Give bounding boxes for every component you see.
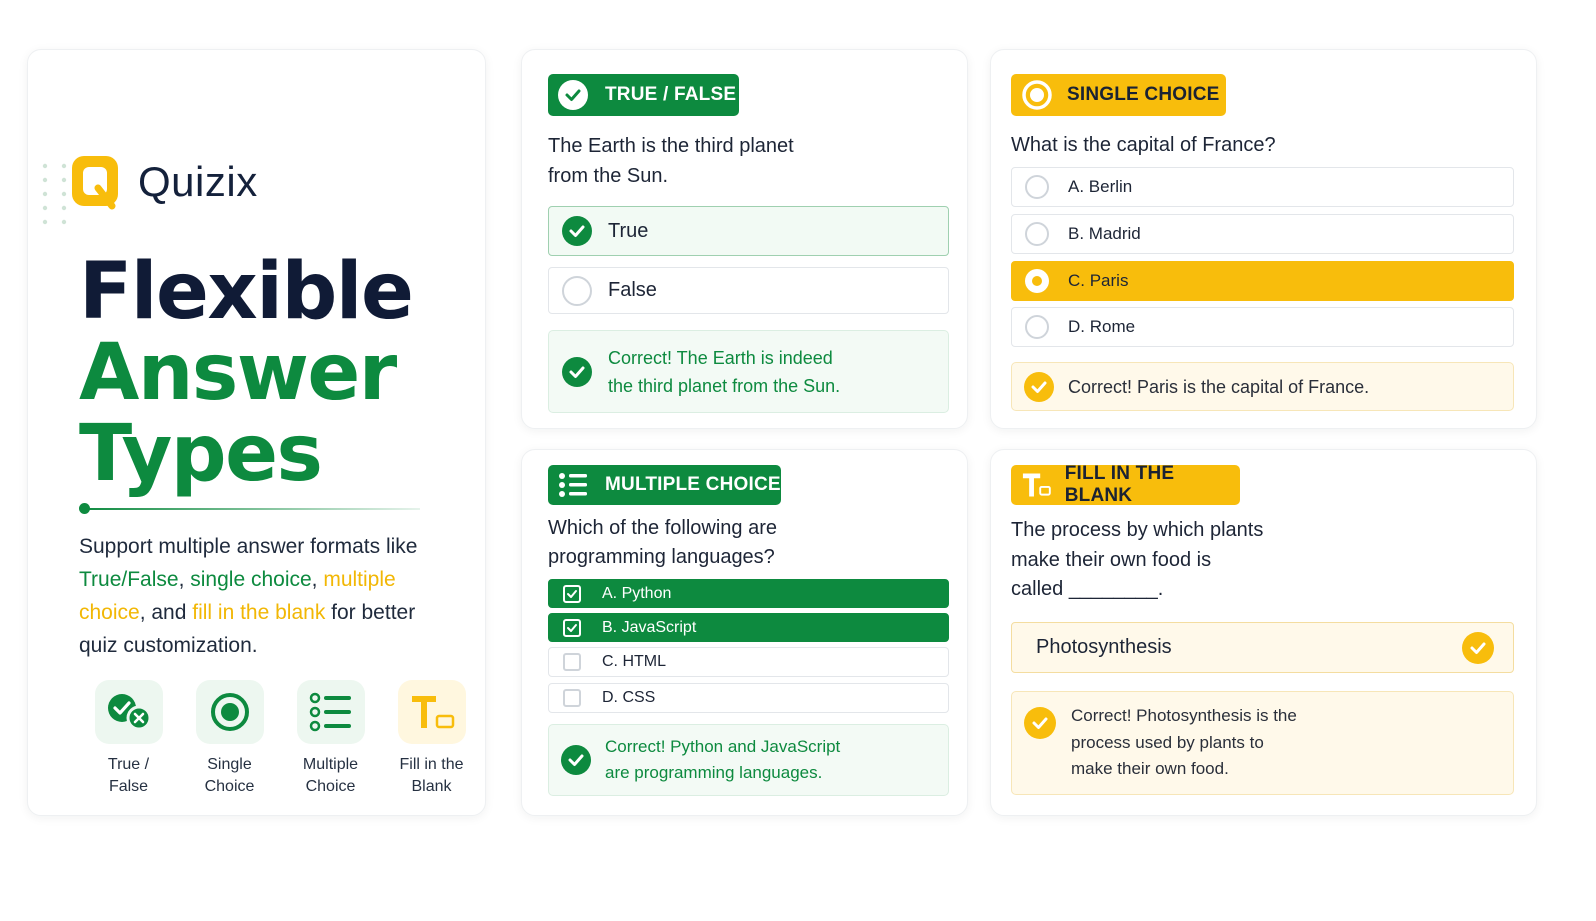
- badge-label: MULTIPLE CHOICE: [605, 474, 781, 495]
- option-false[interactable]: [548, 267, 949, 314]
- tile-label: Multiple Choice: [302, 756, 359, 795]
- feedback-text: Correct! The Earth is indeed the third planet from the Sun.: [608, 347, 841, 396]
- single-choice-feedback: [1011, 362, 1514, 411]
- true-false-badge: [548, 74, 739, 116]
- option-label: C. HTML: [602, 653, 666, 670]
- answer-value: Photosynthesis: [1036, 636, 1172, 658]
- badge-label: FILL IN THE BLANK: [1064, 463, 1175, 506]
- answer-check-icon: [1462, 632, 1494, 664]
- option-html[interactable]: [548, 647, 949, 677]
- checkbox-checked-icon: [563, 619, 581, 637]
- option-css[interactable]: [548, 683, 949, 713]
- type-tile-multiple-choice[interactable]: [280, 680, 381, 798]
- check-icon: [558, 80, 588, 110]
- selected-check-icon: [562, 216, 592, 246]
- headline-line-2: Answer: [79, 328, 396, 418]
- feedback-check-icon: [1024, 707, 1056, 739]
- fill-blank-badge: [1011, 465, 1240, 505]
- feedback-text: Correct! Python and JavaScript are programming languages.: [605, 737, 841, 782]
- option-python[interactable]: [548, 579, 949, 608]
- q-logo-icon: [70, 154, 120, 210]
- description-part-2: for better quiz customization.: [79, 601, 416, 657]
- feedback-check-icon: [562, 357, 592, 387]
- checkbox-checked-icon: [563, 585, 581, 603]
- answer-type-tiles: [78, 680, 482, 798]
- option-label: B. Madrid: [1068, 224, 1141, 243]
- multiple-choice-question: Which of the following are programming languages?: [548, 517, 778, 568]
- option-true[interactable]: [548, 206, 949, 256]
- badge-label: TRUE / FALSE: [605, 84, 737, 105]
- feedback-check-icon: [561, 745, 591, 775]
- radio-icon: [196, 680, 264, 744]
- type-tile-fill-blank[interactable]: [381, 680, 482, 798]
- checkbox-empty-icon: [563, 689, 581, 707]
- option-label: D. CSS: [602, 689, 656, 706]
- list-icon: [558, 472, 588, 498]
- true-false-feedback: [548, 330, 949, 413]
- feedback-text: Correct! Paris is the capital of France.: [1068, 376, 1370, 397]
- radio-empty-icon: [1025, 175, 1049, 199]
- description-part-1: Support multiple answer formats like: [79, 535, 418, 558]
- type-tile-true-false[interactable]: [78, 680, 179, 798]
- description-text: [79, 530, 459, 662]
- feedback-check-icon: [1024, 372, 1054, 402]
- radio-empty-icon: [562, 276, 592, 306]
- description-separator-3: , and: [139, 601, 193, 624]
- text-box-icon: [398, 680, 466, 744]
- text-box-icon: [1021, 471, 1052, 499]
- brand-name: Quizix: [138, 158, 258, 205]
- option-b[interactable]: [1011, 214, 1514, 254]
- feedback-text: Correct! Photosynthesis is the process used by plants to make their own food.: [1071, 706, 1297, 779]
- type-tile-single-choice[interactable]: [179, 680, 280, 798]
- badge-label: SINGLE CHOICE: [1067, 84, 1220, 105]
- divider-dot: [79, 503, 90, 514]
- option-javascript[interactable]: [548, 613, 949, 642]
- multiple-choice-badge: [548, 465, 781, 505]
- check-x-icon: [95, 680, 163, 744]
- brand-logo: [42, 154, 258, 210]
- description-separator-2: ,: [311, 568, 324, 591]
- headline-line-3: Types: [79, 409, 322, 499]
- option-label: True: [608, 219, 649, 242]
- option-a[interactable]: [1011, 167, 1514, 207]
- multiple-choice-feedback: [548, 724, 949, 796]
- tile-label: Fill in the Blank: [399, 756, 464, 795]
- option-label: A. Python: [602, 584, 672, 602]
- highlight-multiple-choice: multiple choice: [79, 568, 396, 624]
- tile-label: True / False: [107, 756, 150, 795]
- fill-blank-question: The process by which plants make their own food is called ________.: [1011, 519, 1264, 600]
- option-c[interactable]: [1011, 261, 1514, 301]
- radio-empty-icon: [1025, 315, 1049, 339]
- option-label: B. JavaScript: [602, 618, 697, 636]
- fill-blank-feedback: [1011, 691, 1514, 795]
- single-choice-question: What is the capital of France?: [1011, 134, 1276, 156]
- option-label: C. Paris: [1068, 271, 1129, 290]
- page-headline: [79, 247, 413, 499]
- checkbox-empty-icon: [563, 653, 581, 671]
- headline-line-1: Flexible: [79, 247, 413, 337]
- highlight-single-choice: single choice: [190, 568, 312, 591]
- highlight-true-false: True/False: [79, 568, 179, 591]
- true-false-question: The Earth is the third planet from the Sun.: [548, 135, 794, 187]
- single-choice-badge: [1011, 74, 1226, 116]
- option-label: A. Berlin: [1068, 177, 1133, 196]
- option-label: False: [608, 279, 657, 301]
- headline-divider: [80, 508, 420, 510]
- tile-label: Single Choice: [204, 756, 255, 795]
- option-label: D. Rome: [1068, 317, 1136, 336]
- option-d[interactable]: [1011, 307, 1514, 347]
- description-separator-1: ,: [178, 568, 191, 591]
- radio-selected-icon: [1025, 269, 1049, 293]
- highlight-fill-blank: fill in the blank: [192, 601, 326, 624]
- radio-empty-icon: [1025, 222, 1049, 246]
- radio-icon: [1021, 79, 1053, 111]
- list-icon: [297, 680, 365, 744]
- fill-blank-answer-field[interactable]: [1011, 622, 1514, 673]
